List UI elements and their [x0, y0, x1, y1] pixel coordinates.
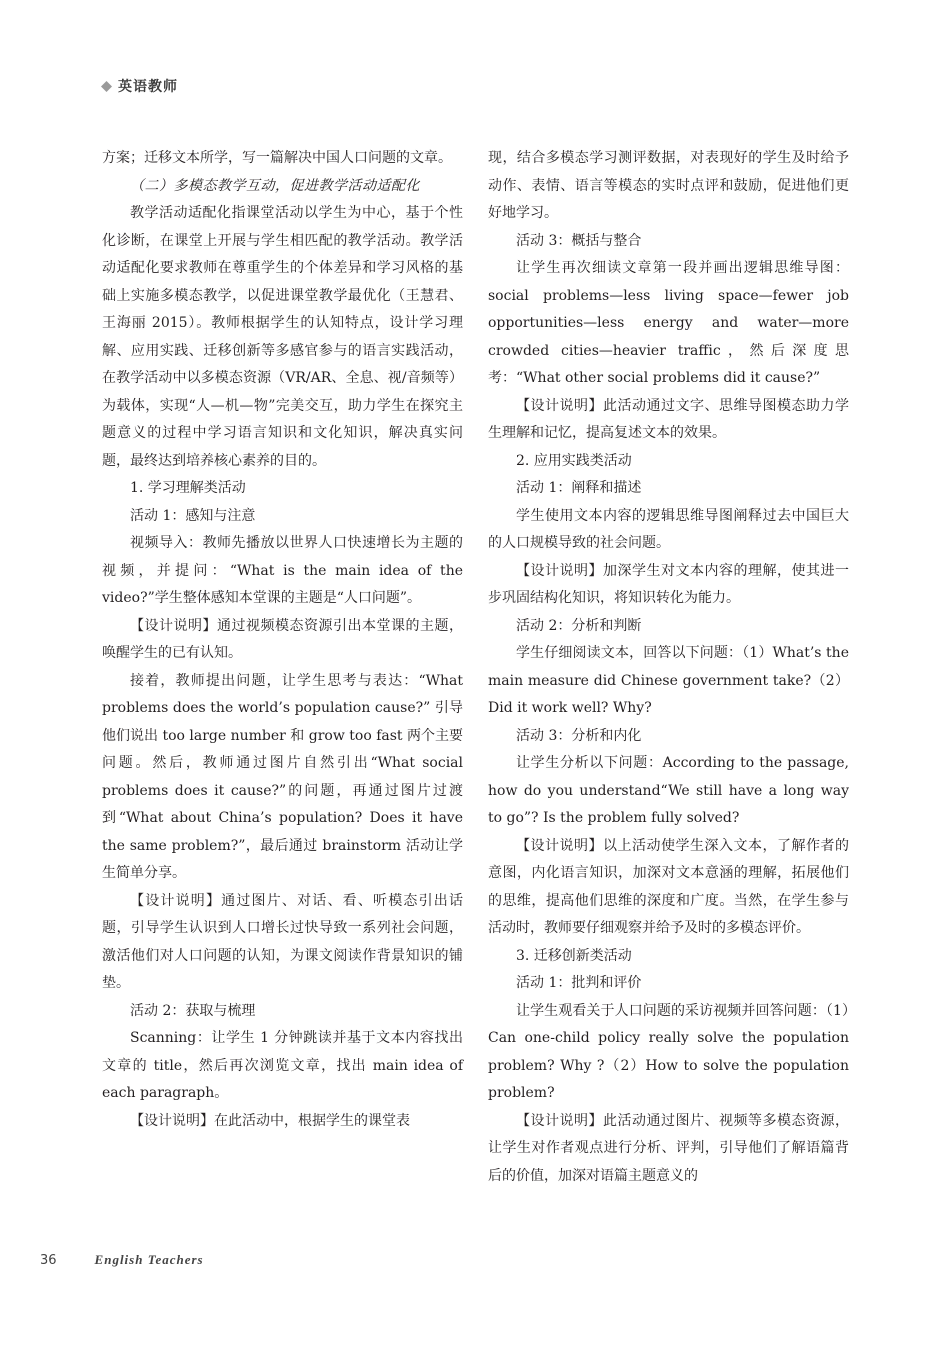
paragraph: 让学生再次细读文章第一段并画出逻辑思维导图：social problems—less living space—fewer job opportunities—less energy and water—more crowded cities—heavier traffic，然后深度思考：“What other social problems did it cause?”: [488, 260, 849, 386]
page-number: 36: [40, 1253, 57, 1268]
paragraph: 【设计说明】加深学生对文本内容的理解，使其进一步巩固结构化知识，将知识转化为能力。: [488, 562, 849, 606]
paragraph: 方案；迁移文本所学，写一篇解决中国人口问题的文章。: [102, 150, 452, 166]
journal-title: 英语教师: [118, 79, 178, 95]
paragraph: 【设计说明】以上活动使学生深入文本，了解作者的意图，内化语言知识，加深对文本意涵的理解，拓展他们的思维，提高他们思维的深度和广度。当然，在学生参与活动时，教师要仔细观察并给予及时的多模态评价。: [488, 837, 849, 936]
paragraph: 【设计说明】通过视频模态资源引出本堂课的主题，唤醒学生的已有认知。: [102, 617, 463, 661]
paragraph: 【设计说明】通过图片、对话、看、听模态引出话题，引导学生认识到人口增长过快导致一系列社会问题，激活他们对人口问题的认知，为课文阅读作背景知识的铺垫。: [102, 892, 463, 991]
paragraph: 2. 应用实践类活动: [516, 452, 632, 469]
paragraph: 学生使用文本内容的逻辑思维导图阐释过去中国巨大的人口规模导致的社会问题。: [488, 507, 849, 551]
paragraph: 【设计说明】在此活动中，根据学生的课堂表: [130, 1112, 410, 1129]
page-footer: [40, 1252, 204, 1268]
paragraph: Scanning：让学生 1 分钟跳读并基于文本内容找出文章的 title，然后再次浏览文章，找出 main idea of each paragraph。: [102, 1030, 463, 1101]
paragraph: 活动 2：获取与梳理: [130, 1002, 256, 1019]
journal-english-name: English Teachers: [94, 1252, 204, 1267]
paragraph: 活动 1：批判和评价: [516, 975, 642, 991]
paragraph: 活动 3：概括与整合: [516, 232, 642, 249]
paragraph: 接着，教师提出问题，让学生思考与表达：“What problems does the world’s population cause?” 引导他们说出 too large number 和 grow too fast 两个主要问题。然后，教师通过图片自然引出“What social problems does it cause?”的问题，再通过图片过渡到“What about China’s population? Does it have the same problem?”，最后通过 brainstorm 活动让学生简单分享。: [102, 672, 463, 881]
paragraph: 现，结合多模态学习测评数据，对表现好的学生及时给予动作、表情、语言等模态的实时点评和鼓励，促进他们更好地学习。: [488, 150, 849, 221]
paragraph: 3. 迁移创新类活动: [516, 947, 632, 964]
paragraph: 【设计说明】此活动通过图片、视频等多模态资源，让学生对作者观点进行分析、评判，引导他们了解语篇背后的价值，加深对语篇主题意义的: [488, 1112, 849, 1184]
paragraph: 让学生分析以下问题：According to the passage, how do you understand“We still have a long way to go”? Is the problem fully solved?: [488, 755, 849, 826]
paragraph: 1. 学习理解类活动: [130, 480, 246, 496]
paragraph: （二）多模态教学互动，促进教学活动适配化: [130, 177, 420, 194]
paragraph: 活动 1：阐释和描述: [516, 480, 642, 496]
left-column: [102, 145, 463, 1135]
paragraph: 学生仔细阅读文本，回答以下问题：（1）What’s the main measure did Chinese government take?（2）Did it work well? Why?: [488, 645, 849, 716]
paragraph: 视频导入：教师先播放以世界人口快速增长为主题的视频，并提问：“What is the main idea of the video?”学生整体感知本堂课的主题是“人口问题”。: [102, 535, 463, 606]
paragraph: 活动 3：分析和内化: [516, 727, 642, 744]
diamond-icon: [101, 81, 112, 92]
running-header: [101, 76, 178, 96]
paragraph: 活动 2：分析和判断: [516, 617, 642, 634]
paragraph: 活动 1：感知与注意: [130, 507, 256, 524]
paragraph: 让学生观看关于人口问题的采访视频并回答问题：（1）Can one-child policy really solve the population problem? Why ?（2）How to solve the population problem?: [488, 1002, 849, 1101]
right-column: [488, 145, 849, 1190]
paragraph: 【设计说明】此活动通过文字、思维导图模态助力学生理解和记忆，提高复述文本的效果。: [488, 397, 849, 441]
paragraph: 教学活动适配化指课堂活动以学生为中心，基于个性化诊断，在课堂上开展与学生相匹配的教学活动。教学活动适配化要求教师在尊重学生的个体差异和学习风格的基础上实施多模态教学，以促进课堂教学最优化（王慧君、王海丽 2015）。教师根据学生的认知特点，设计学习理解、应用实践、迁移创新等多感官参与的语言实践活动，在教学活动中以多模态资源（VR/AR、全息、视/音频等）为载体，实现“人—机—物”完美交互，助力学生在探究主题意义的过程中学习语言知识和文化知识，解决真实问题，最终达到培养核心素养的目的。: [102, 205, 463, 469]
